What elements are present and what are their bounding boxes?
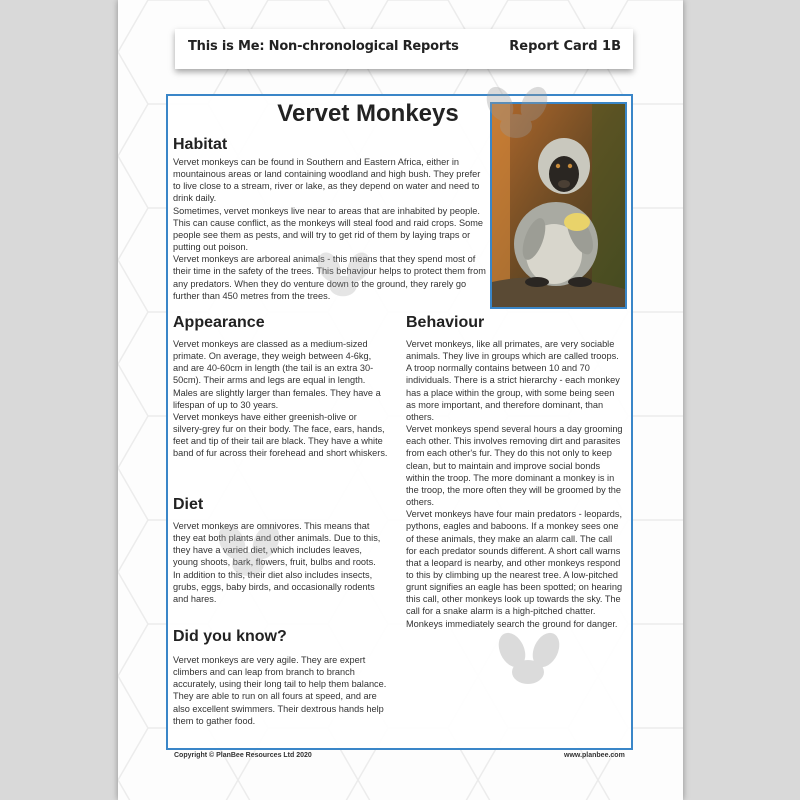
appearance-heading: Appearance <box>173 314 265 331</box>
habitat-text <box>173 156 486 302</box>
habitat-paragraph: Sometimes, vervet monkeys live near to areas that are inhabited by people. This can cause conflict, as the monkeys will steal food and raid crops. Some people see them as pests, and will try to get rid of them by laying traps or putting out poison. <box>173 205 483 253</box>
header-banner <box>175 29 633 69</box>
did-you-know-text <box>173 654 391 727</box>
appearance-text <box>173 338 388 460</box>
appearance-paragraph: Vervet monkeys have either greenish-olive or silvery-grey fur on their body. The face, ears, hands, feet and tip of their tail are black. They have a white band of fur across their forehead and short whiskers. <box>173 411 388 459</box>
worksheet-title: This is Me: Non-chronological Reports <box>188 39 459 54</box>
behaviour-text <box>406 338 624 630</box>
website-link[interactable]: www.planbee.com <box>564 752 625 759</box>
diet-paragraph: In addition to this, their diet also includes insects, grubs, eggs, baby birds, and occasionally rodents and hares. <box>173 569 375 604</box>
copyright-notice: Copyright © PlanBee Resources Ltd 2020 <box>174 752 312 759</box>
behaviour-paragraph: Vervet monkeys have four main predators - leopards, pythons, eagles and baboons. If a monkey sees one of these animals, they make an alarm call. The call for each predator sounds different. A short call warns that a leopard is nearby, and other monkeys respond to this by climbing up the nearest tree. A low-pitched grunt signifies an eagle has been spotted; on hearing this call, other monkeys look up towards the sky. The call for a snake alarm is a high-pitched chatter. Monkeys immediately search the ground for danger. <box>406 509 623 629</box>
vervet-monkey-photo <box>490 102 627 309</box>
behaviour-paragraph: Vervet monkeys spend several hours a day grooming each other. This involves removing dirt and parasites from each other's fur. They do this not only to keep clean, but to maintain and improve social bonds within the troop. The more dominant a monkey is in the troop, the more often they will be groomed by the others. <box>406 424 623 508</box>
habitat-paragraph: Vervet monkeys are arboreal animals - this means that they spend most of their time in the safety of the trees. This behaviour helps to protect them from any predators. When they do venture down to the ground, they rarely go further than 450 metres from the trees. <box>173 254 486 301</box>
report-title: Vervet Monkeys <box>277 100 459 127</box>
habitat-paragraph: Vervet monkeys can be found in Southern and Eastern Africa, either in mountainous areas or land containing woodland and high bush. They prefer to live close to a stream, river or lake, as they depend on water and need to drink daily. <box>173 157 481 204</box>
habitat-heading: Habitat <box>173 136 228 153</box>
behaviour-paragraph: Vervet monkeys, like all primates, are very sociable animals. They live in groups which are called troops. A troop normally contains between 10 and 70 individuals. There is a strict hierarchy - each monkey has a place within the group, with some being seen as more important, and therefore dominant, than others. <box>406 339 620 422</box>
did-you-know-paragraph: Vervet monkeys are very agile. They are expert climbers and can leap from branch to branch accurately, using their long tail to help them balance. <box>173 655 387 690</box>
worksheet-page <box>118 0 683 800</box>
diet-heading: Diet <box>173 496 204 513</box>
did-you-know-paragraph: They are able to run on all fours at speed, and are also excellent swimmers. Their dextrous hands help them to gather food. <box>173 691 384 726</box>
did-you-know-heading: Did you know? <box>173 628 287 645</box>
behaviour-heading: Behaviour <box>406 314 485 331</box>
diet-paragraph: Vervet monkeys are omnivores. This means that they eat both plants and other animals. Due to this, they have a varied diet, which includes leaves, young shoots, bark, flowers, fruit, bulbs and roots. <box>173 521 381 568</box>
report-card-label: Report Card 1B <box>509 39 621 54</box>
appearance-paragraph: Vervet monkeys are classed as a medium-sized primate. On average, they weigh between 4-6kg, and are 40-60cm in length (the tail is an extra 30-50cm). Their arms and legs are equal in length. Males are slightly larger than females. They have a lifespan of up to 30 years. <box>173 339 381 410</box>
diet-text <box>173 520 385 605</box>
report-card <box>166 94 633 750</box>
